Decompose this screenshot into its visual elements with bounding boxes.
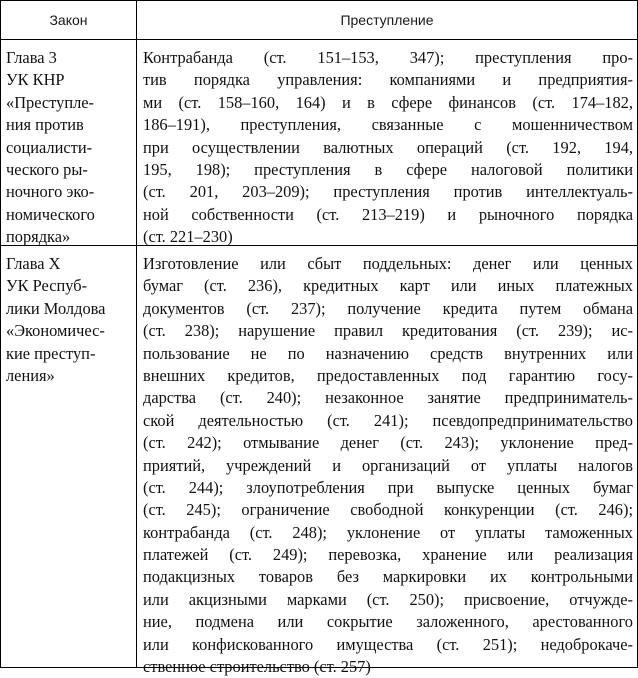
header-law: Закон <box>49 12 88 28</box>
crime-line: Изготовление или сбыт поддельных: денег или ценных <box>143 254 633 273</box>
crime-line: ной собственности (ст. 213–219) и рыночного порядка <box>143 204 633 224</box>
crime-line: (ст. 201, 203–209); преступления против интеллектуаль- <box>143 182 633 202</box>
law-line: ческого ры- <box>6 159 88 179</box>
law-line: ния против <box>6 115 84 135</box>
crime-line: (ст. 238); нарушение правил кредитования (ст. 239); ис- <box>143 321 633 341</box>
crime-line: ственное строительство (ст. 257) <box>143 657 371 677</box>
law-line: Глава 3 <box>6 48 57 67</box>
crime-line: приятий, учреждений и организаций от уплаты налогов <box>143 455 633 475</box>
crime-line: или акцизными марками (ст. 250); присвоение, отчужде- <box>143 589 633 609</box>
law-line: УК КНР <box>6 70 65 90</box>
law-line: порядка» <box>6 227 71 247</box>
row-2-crime-cell <box>143 253 633 678</box>
header-crime: Преступление <box>340 12 434 28</box>
row-1-law-cell <box>6 47 132 249</box>
law-line: «Экономичес- <box>6 321 105 341</box>
crime-line: ние, подмена или сокрытие заложенного, арестованного <box>143 612 633 632</box>
row-2-law-cell <box>6 253 132 387</box>
crime-line: (ст. 221–230) <box>143 227 233 247</box>
crime-line: (ст. 245); ограничение свободной конкуренции (ст. 246); <box>143 500 633 520</box>
crime-line: платежей (ст. 249); перевозка, хранение или реализация <box>143 545 633 565</box>
row-1-crime-cell <box>143 47 633 249</box>
crime-line: пользование не по назначению средств внутренних или <box>143 343 633 363</box>
crime-line: (ст. 242); отмывание денег (ст. 243); уклонение пред- <box>143 433 633 453</box>
crime-line: 186–191), преступления, связанные с мошенничеством <box>143 115 633 135</box>
crime-line: подакцизных товаров без маркировки их контрольными <box>143 567 633 587</box>
crime-line: при осуществлении валютных операций (ст. 192, 194, <box>143 137 633 157</box>
crime-line: документов (ст. 237); получение кредита путем обмана <box>143 298 633 318</box>
law-line: «Преступле- <box>6 92 95 112</box>
header-divider <box>0 39 638 40</box>
law-line: ления» <box>6 365 55 385</box>
crime-line: Контрабанда (ст. 151–153, 347); преступления про- <box>143 48 633 67</box>
law-line: УК Респуб- <box>6 276 88 296</box>
column-divider <box>136 0 137 668</box>
law-line: лики Молдова <box>6 298 106 318</box>
crime-line: контрабанда (ст. 248); уклонение от уплаты таможенных <box>143 522 633 542</box>
law-line: номического <box>6 204 95 224</box>
crime-line: бумаг (ст. 236), кредитных карт или иных платежных <box>143 276 633 296</box>
crime-line: (ст. 244); злоупотребления при выпуске ценных бумаг <box>143 477 633 497</box>
table-border-left <box>0 0 1 668</box>
law-line: социалисти- <box>6 137 93 157</box>
crime-line: дарства (ст. 240); незаконное занятие предприниматель- <box>143 388 633 408</box>
crime-line: внешних кредитов, предоставленных под гарантию госу- <box>143 365 633 385</box>
law-line: ночного эко- <box>6 182 95 202</box>
crime-line: 195, 198); преступления в сфере налоговой политики <box>143 159 633 179</box>
law-line: Глава X <box>6 254 61 273</box>
law-line: кие преступ- <box>6 343 96 363</box>
crime-line: ской деятельностью (ст. 241); псевдопредпринимательство <box>143 410 633 430</box>
crime-line: или конфискованного имущества (ст. 251); недоброкаче- <box>143 634 633 654</box>
crime-line: ми (ст. 158–160, 164) и в сфере финансов (ст. 174–182, <box>143 92 633 112</box>
crime-line: тив порядка управления: компаниями и предприятия- <box>143 70 633 90</box>
